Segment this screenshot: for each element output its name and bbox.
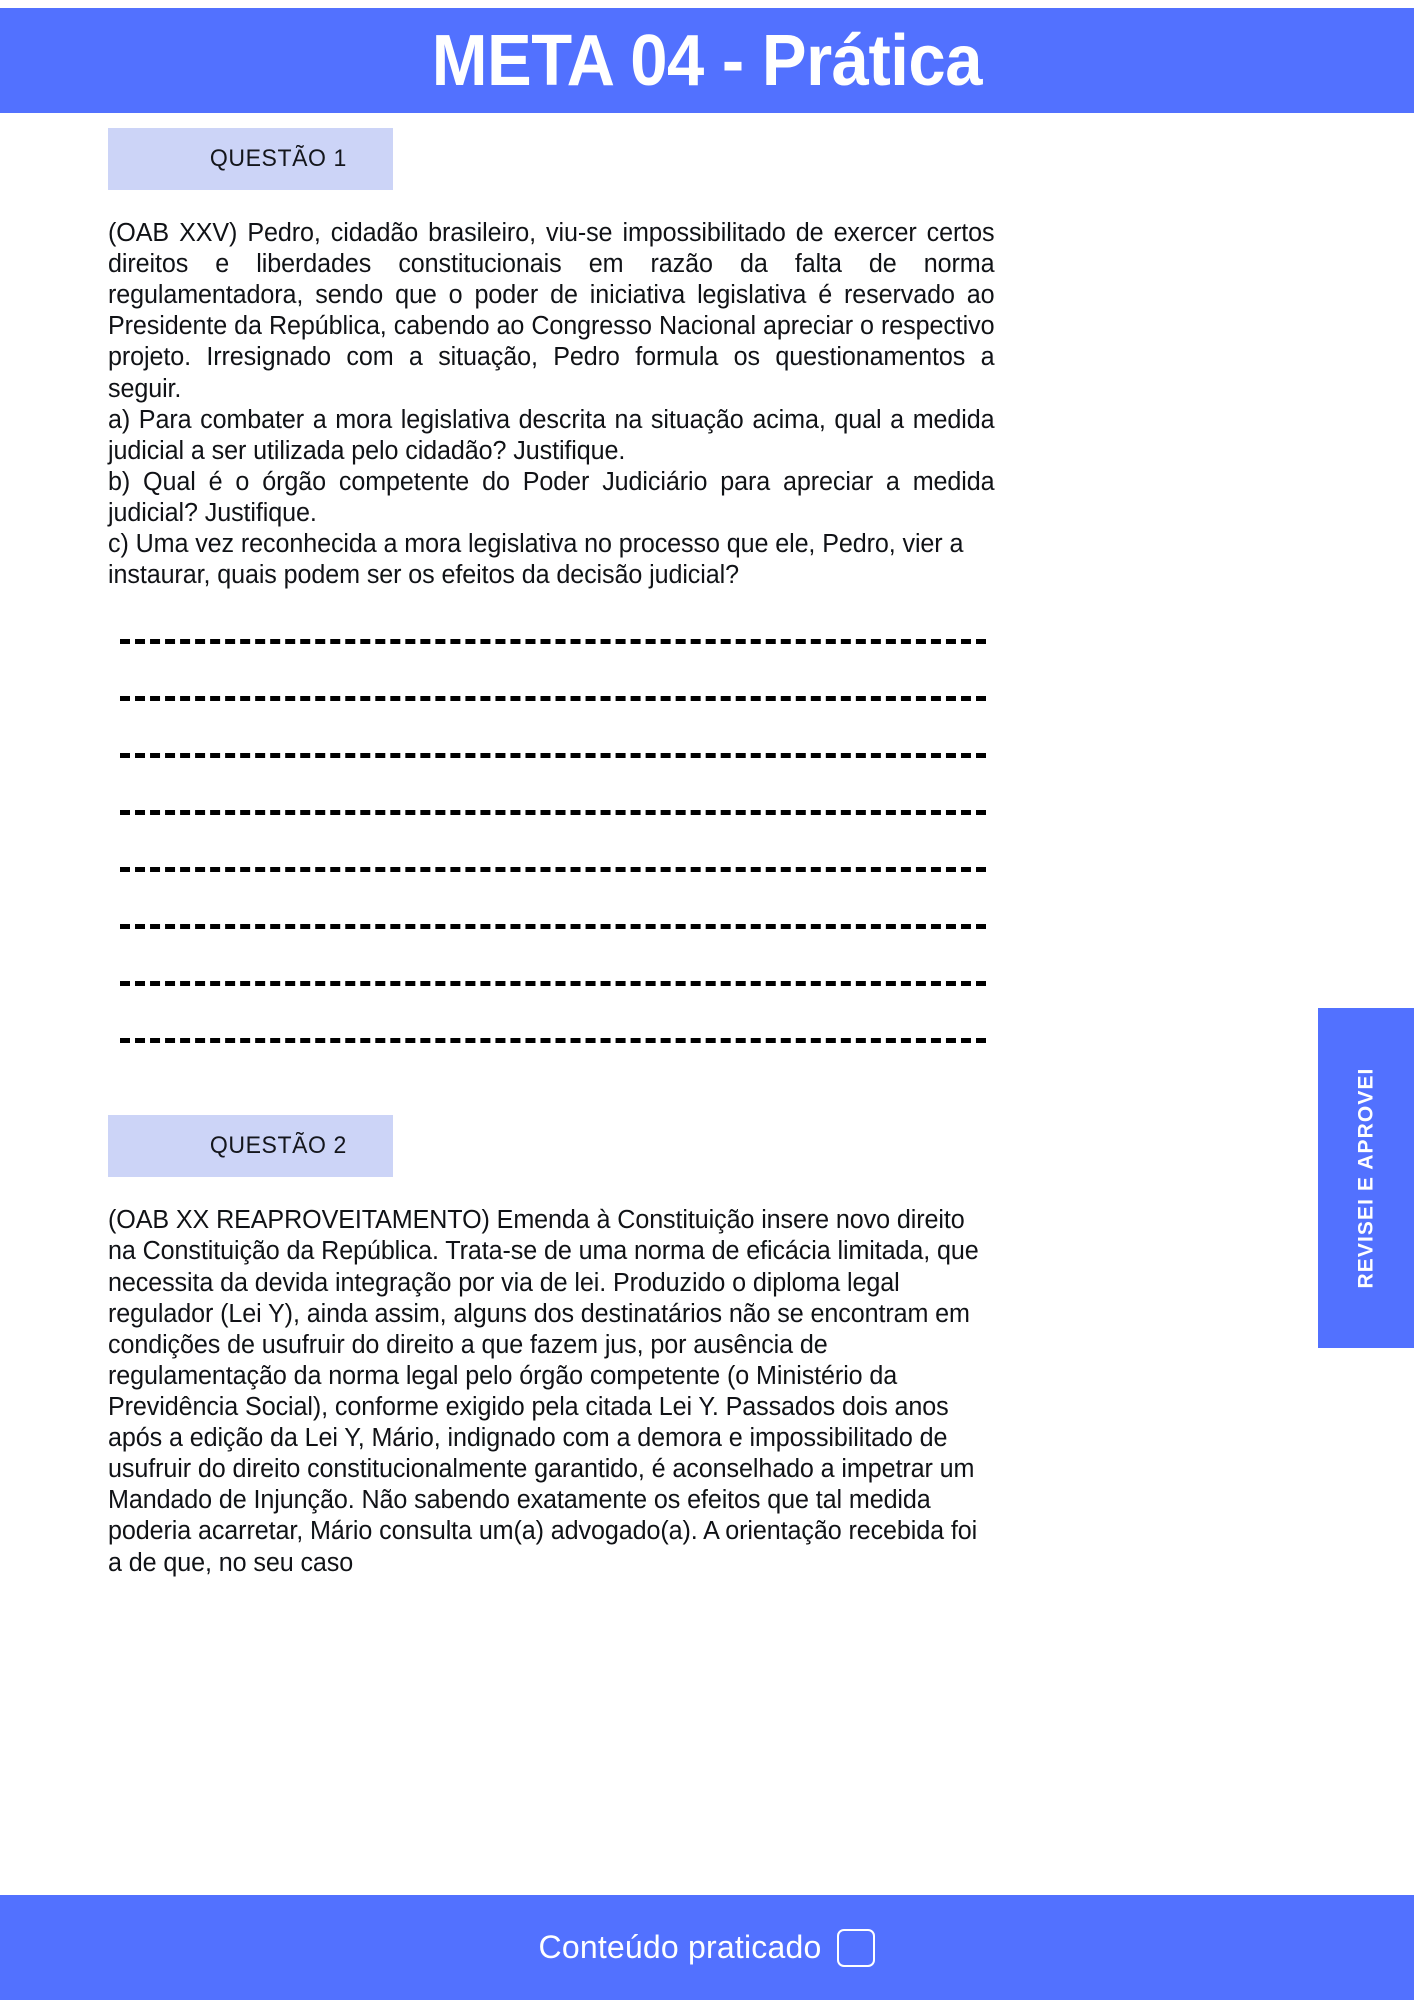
question-1-item-c: c) Uma vez reconhecida a mora legislativa no processo que ele, Pedro, vier a instaurar, quais podem ser os efeitos da decisão judicial? [108,530,964,590]
question-1-item-b: b) Qual é o órgão competente do Poder Judiciário para apreciar a medida judicial? Justifique. [108,467,995,527]
answer-line[interactable] [108,633,986,690]
page-footer [0,1895,1414,2000]
question-2-body [108,1205,995,1578]
side-tab-label: REVISEI E APROVEI [1354,1067,1378,1289]
question-1-label-box [108,128,393,190]
question-2-paragraph: (OAB XX REAPROVEITAMENTO) Emenda à Constituição insere novo direito na Constituição da República. Trata-se de uma norma de eficácia limitada, que necessita da devida integração por via de lei. Produzido o diploma legal regulador (Lei Y), ainda assim, alguns dos destinatários não se encontram em condições de usufruir do direito a que fazem jus, por ausência de regulamentação da norma legal pelo órgão competente (o Ministério da Previdência Social), conforme exigido pela citada Lei Y. Passados dois anos após a edição da Lei Y, Mário, indignado com a demora e impossibilitado de usufruir do direito constitucionalmente garantido, é aconselhado a impetrar um Mandado de Injunção. Não sabendo exatamente os efeitos que tal medida poderia acarretar, Mário consulta um(a) advogado(a). A orientação recebida foi a de que, no seu caso [108,1206,979,1577]
page-title: META 04 - Prática [431,20,983,101]
side-tab-revisei-aprovei[interactable] [1318,1008,1414,1348]
question-block-1 [108,128,1008,1089]
answer-line[interactable] [108,1032,986,1089]
question-1-body [108,218,995,591]
question-block-2 [108,1115,1008,1578]
conteudo-praticado-checkbox[interactable] [837,1929,875,1967]
answer-line[interactable] [108,861,986,918]
footer-label: Conteúdo praticado [538,1929,822,1965]
worksheet-content [108,128,1008,1579]
question-1-label: QUESTÃO 1 [209,145,347,172]
page-header [0,8,1414,113]
question-1-item-a: a) Para combater a mora legislativa descrita na situação acima, qual a medida judicial a ser utilizada pelo cidadão? Justifique. [108,405,995,465]
answer-line[interactable] [108,747,986,804]
question-2-label-box [108,1115,393,1177]
question-1-paragraph: (OAB XXV) Pedro, cidadão brasileiro, viu-se impossibilitado de exercer certos direitos e liberdades constitucionais em razão da falta de norma regulamentadora, sendo que o poder de iniciativa legislativa é reservado ao Presidente da República, cabendo ao Congresso Nacional apreciar o respectivo projeto. Irresignado com a situação, Pedro formula os questionamentos a seguir. [108,219,995,403]
answer-line[interactable] [108,975,986,1032]
question-2-label: QUESTÃO 2 [209,1132,347,1160]
answer-line[interactable] [108,918,986,975]
question-1-answer-lines[interactable] [108,633,986,1089]
answer-line[interactable] [108,804,986,861]
answer-line[interactable] [108,690,986,747]
